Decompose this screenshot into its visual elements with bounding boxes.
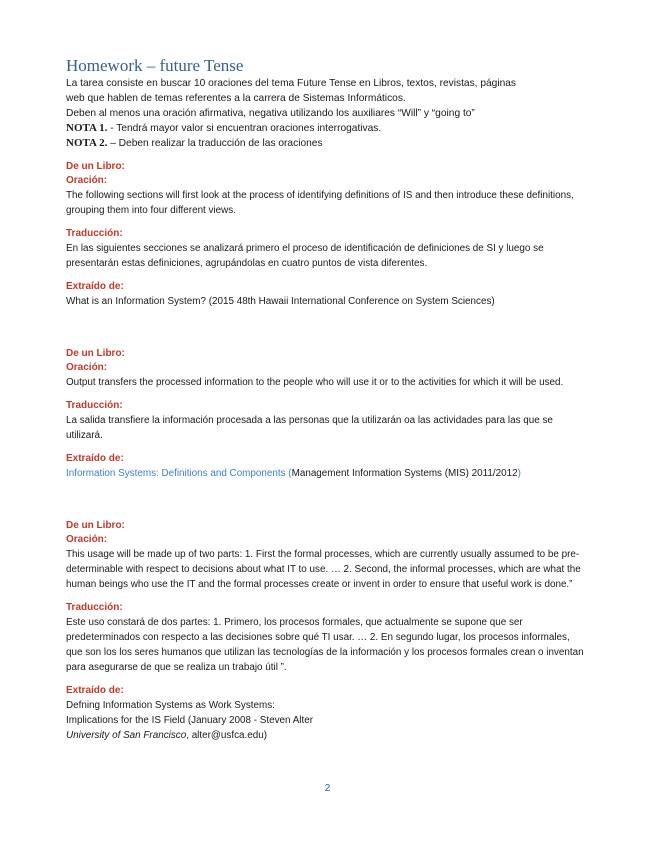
translation-text: En las siguientes secciones se analizará primero el proceso de identificación de definiciones de SI y luego se presentarán estas definiciones, agrupándolas en cuatro puntos de vista diferentes. (66, 243, 544, 269)
extract-line: Defning Information Systems as Work Systems: (66, 700, 275, 711)
extract-line: Implications for the IS Field (January 2008 - Steven Alter (66, 715, 313, 726)
intro-line: La tarea consiste en buscar 10 oraciones del tema Future Tense en Libros, textos, revistas, páginas (66, 78, 517, 89)
note-label: NOTA 1. (66, 122, 108, 134)
sentence-text: This usage will be made up of two parts: 1. First the formal processes, which are currently usually assumed to be pre-determinable with respect to decisions about what IT to use. … 2. Second, the informal processes, which are what the human beings who use the IT and the formal processes create or invent in order to ensure that useful work is done.” (66, 549, 581, 590)
translation-label: Traducción: (66, 228, 123, 239)
intro-line: Deben al menos una oración afirmativa, negativa utilizando los auxiliares “Will” y “going to” (66, 108, 475, 119)
entry-2 (66, 347, 586, 481)
extract-email: , alter@usfca.edu) (186, 730, 268, 741)
sentence-text: The following sections will first look at the process of identifying definitions of IS and then introduce these definitions, grouping them into four different views. (66, 190, 574, 216)
extract-label: Extraído de: (66, 281, 124, 292)
page-number: 2 (324, 783, 331, 794)
note-text: - Tendrá mayor valor si encuentran oraciones interrogativas. (107, 123, 382, 134)
source-label: De un Libro: (66, 348, 125, 359)
note-1 (66, 121, 586, 136)
extract-text: What is an Information System? (2015 48th Hawaii International Conference on System Sciences) (66, 296, 495, 307)
sentence-label: Oración: (66, 362, 108, 373)
source-label: De un Libro: (66, 520, 125, 531)
extract-paren-open: ( (285, 468, 292, 479)
extract-university: University of San Francisco (66, 730, 187, 741)
translation-text: La salida transfiere la información procesada a las personas que la utilizarán oa las actividades para las que se utilizará. (66, 415, 553, 441)
translation-label: Traducción: (66, 400, 123, 411)
entry-1 (66, 160, 586, 309)
translation-label: Traducción: (66, 602, 123, 613)
extract-label: Extraído de: (66, 685, 124, 696)
sentence-label: Oración: (66, 534, 108, 545)
extract-paren-close: ) (517, 468, 521, 479)
extract-rest: Management Information Systems (MIS) 2011/2012 (291, 468, 518, 479)
document-page (66, 56, 586, 743)
extract-link[interactable]: Information Systems: Definitions and Components (66, 468, 286, 479)
extract-line (66, 728, 586, 743)
extract-label: Extraído de: (66, 453, 124, 464)
sentence-text: Output transfers the processed information to the people who will use it or to the activities for which it will be used. (66, 377, 564, 388)
translation-text: Este uso constará de dos partes: 1. Primero, los procesos formales, que actualmente se supone que ser predeterminados con respecto a las decisiones sobre qué TI usar. … 2. En segundo lugar, los procesos informales, que son los los seres humanos que utilizan las tecnologías de la información y los procesos formales crean o inventan para asegurarse de que se realiza un trabajo útil ”. (66, 617, 584, 673)
sentence-label: Oración: (66, 175, 108, 186)
intro-block (66, 76, 586, 151)
page-title: Homework – future Tense (66, 56, 244, 75)
entry-3 (66, 519, 586, 743)
source-label: De un Libro: (66, 161, 125, 172)
note-label: NOTA 2. (66, 137, 108, 149)
note-2 (66, 136, 586, 151)
intro-line: web que hablen de temas referentes a la carrera de Sistemas Informáticos. (66, 93, 406, 104)
note-text: – Deben realizar la traducción de las oraciones (107, 138, 323, 149)
extract-text (66, 466, 586, 481)
